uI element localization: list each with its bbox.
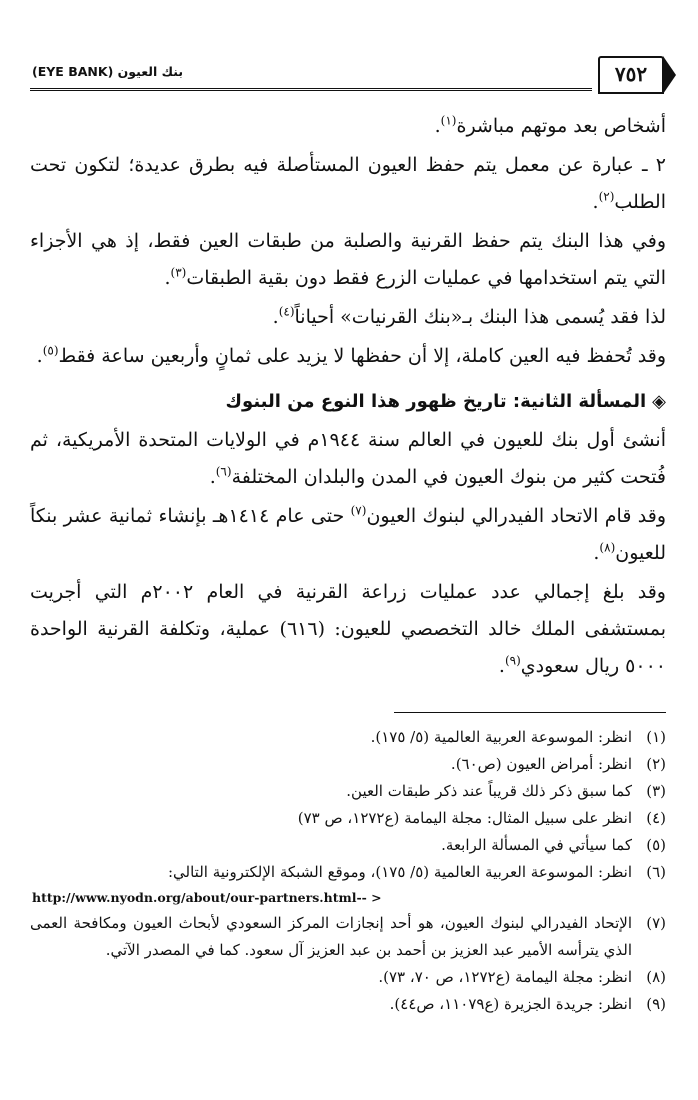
footnote-item (30, 910, 666, 964)
diamond-bullet-icon: ◈ (652, 391, 666, 412)
footnote-text: كما سبق ذكر ذلك قريباً عند ذكر طبقات العين. (346, 782, 632, 800)
footnote-number: (٦) (646, 863, 666, 881)
paragraph-6 (30, 422, 666, 496)
footnote-ref-8: (٨) (599, 540, 616, 555)
paragraph-3-end: . (164, 267, 171, 289)
paragraph-6-text: أنشئ أول بنك للعيون في العالم سنة ١٩٤٤م في الولايات المتحدة الأمريكية، ثم فُتحت كثير من بنوك العيون في المدن والبلدان المختلفة (30, 429, 666, 488)
paragraph-8 (30, 574, 666, 685)
footnote-ref-5: (٥) (42, 343, 59, 358)
header-rule (30, 88, 592, 91)
paragraph-8-end: . (498, 655, 505, 677)
section-heading (30, 383, 666, 420)
footnote-text: انظر: الموسوعة العربية العالمية (٥/ ١٧٥). (370, 728, 632, 746)
running-title: بنك العيون (EYE BANK) (32, 64, 184, 79)
paragraph-2 (30, 147, 666, 221)
footnote-text: انظر: مجلة اليمامة (ع١٢٧٢، ص ٧٠، ٧٣). (378, 968, 632, 986)
page-header (30, 52, 680, 92)
footnote-item (30, 724, 666, 751)
paragraph-7-text-b: حتى عام ١٤١٤هـ بإنشاء ثمانية عشر بنكاً للعيون (30, 505, 666, 564)
body-text (30, 108, 666, 687)
paragraph-2-end: . (592, 191, 599, 213)
footnote-number: (٤) (646, 809, 666, 827)
footnote-number: (١) (646, 728, 666, 746)
paragraph-4-text: لذا فقد يُسمى هذا البنك بـ«بنك القرنيات» أحياناً (294, 306, 666, 328)
footnote-ref-1: (١) (440, 113, 457, 128)
page-number: ٧٥٢ (614, 62, 648, 86)
footnote-text: كما سيأتي في المسألة الرابعة. (441, 836, 632, 854)
footnote-number: (٥) (646, 836, 666, 854)
paragraph-7-end: . (593, 542, 600, 564)
footnote-text: انظر: جريدة الجزيرة (ع١١٠٧٩، ص٤٤). (389, 995, 632, 1013)
footnotes (30, 724, 666, 1018)
paragraph-5-text: وقد تُحفظ فيه العين كاملة، إلا أن حفظها لا يزيد على ثمانٍ وأربعين ساعة فقط (58, 345, 666, 367)
footnote-item (30, 964, 666, 991)
footnote-ref-7: (٧) (350, 503, 367, 518)
footnote-separator (394, 712, 666, 713)
footnote-number: (٢) (646, 755, 666, 773)
paragraph-3-text: وفي هذا البنك يتم حفظ القرنية والصلبة من طبقات العين فقط، إذ هي الأجزاء التي يتم استخدامها في عمليات الزرع فقط دون بقية الطبقات (30, 230, 666, 289)
paragraph-3 (30, 223, 666, 297)
paragraph-1-end: . (434, 115, 441, 137)
paragraph-7 (30, 498, 666, 572)
footnote-item (30, 751, 666, 778)
footnote-text: الإتحاد الفيدرالي لبنوك العيون، هو أحد إنجازات المركز السعودي لأبحاث العيون ومكافحة العمى الذي يترأسه الأمير عبد العزيز بن أحمد بن عبد العزيز آل سعود. كما في المصدر الآتي. (30, 914, 632, 959)
footnote-text: انظر: أمراض العيون (ص٦٠). (450, 755, 632, 773)
footnote-number: (٩) (646, 995, 666, 1013)
footnote-ref-4: (٤) (278, 304, 295, 319)
footnote-item (30, 859, 666, 886)
paragraph-2-text: ٢ ـ عبارة عن معمل يتم حفظ العيون المستأصلة فيه بطرق عديدة؛ لتكون تحت الطلب (30, 154, 666, 213)
footnote-item (30, 778, 666, 805)
footnote-item (30, 991, 666, 1018)
page-number-box (598, 56, 664, 94)
paragraph-5 (30, 338, 666, 375)
footnote-ref-2: (٢) (598, 189, 615, 204)
paragraph-5-end: . (36, 345, 43, 367)
footnote-item (30, 805, 666, 832)
footnote-ref-9: (٩) (504, 653, 521, 668)
paragraph-1 (30, 108, 666, 145)
paragraph-4 (30, 299, 666, 336)
footnote-number: (٨) (646, 968, 666, 986)
paragraph-4-end: . (272, 306, 279, 328)
paragraph-6-end: . (209, 466, 216, 488)
paragraph-1-text: أشخاص بعد موتهم مباشرة (456, 115, 666, 137)
footnote-number: (٣) (646, 782, 666, 800)
footnote-text: انظر على سبيل المثال: مجلة اليمامة (ع١٢٧٢، ص ٧٣) (297, 809, 632, 827)
footnote-url-link[interactable]: http://www.nyodn.org/about/our-partners.html-- > (32, 890, 382, 905)
footnote-ref-3: (٣) (170, 265, 187, 280)
footnote-text: انظر: الموسوعة العربية العالمية (٥/ ١٧٥)، وموقع الشبكة الإلكترونية التالي: (167, 863, 632, 881)
footnote-number: (٧) (646, 914, 666, 932)
section-heading-text: المسألة الثانية: تاريخ ظهور هذا النوع من البنوك (225, 391, 647, 412)
footnote-ref-6: (٦) (215, 464, 232, 479)
footnote-item (30, 832, 666, 859)
paragraph-7-text-a: وقد قام الاتحاد الفيدرالي لبنوك العيون (366, 505, 667, 527)
paragraph-8-text: وقد بلغ إجمالي عدد عمليات زراعة القرنية في العام ٢٠٠٢م التي أجريت بمستشفى الملك خالد التخصصي للعيون: (٦١٦) عملية، وتكلفة القرنية الواحدة ٥٠٠٠ ريال سعودي (30, 581, 666, 677)
